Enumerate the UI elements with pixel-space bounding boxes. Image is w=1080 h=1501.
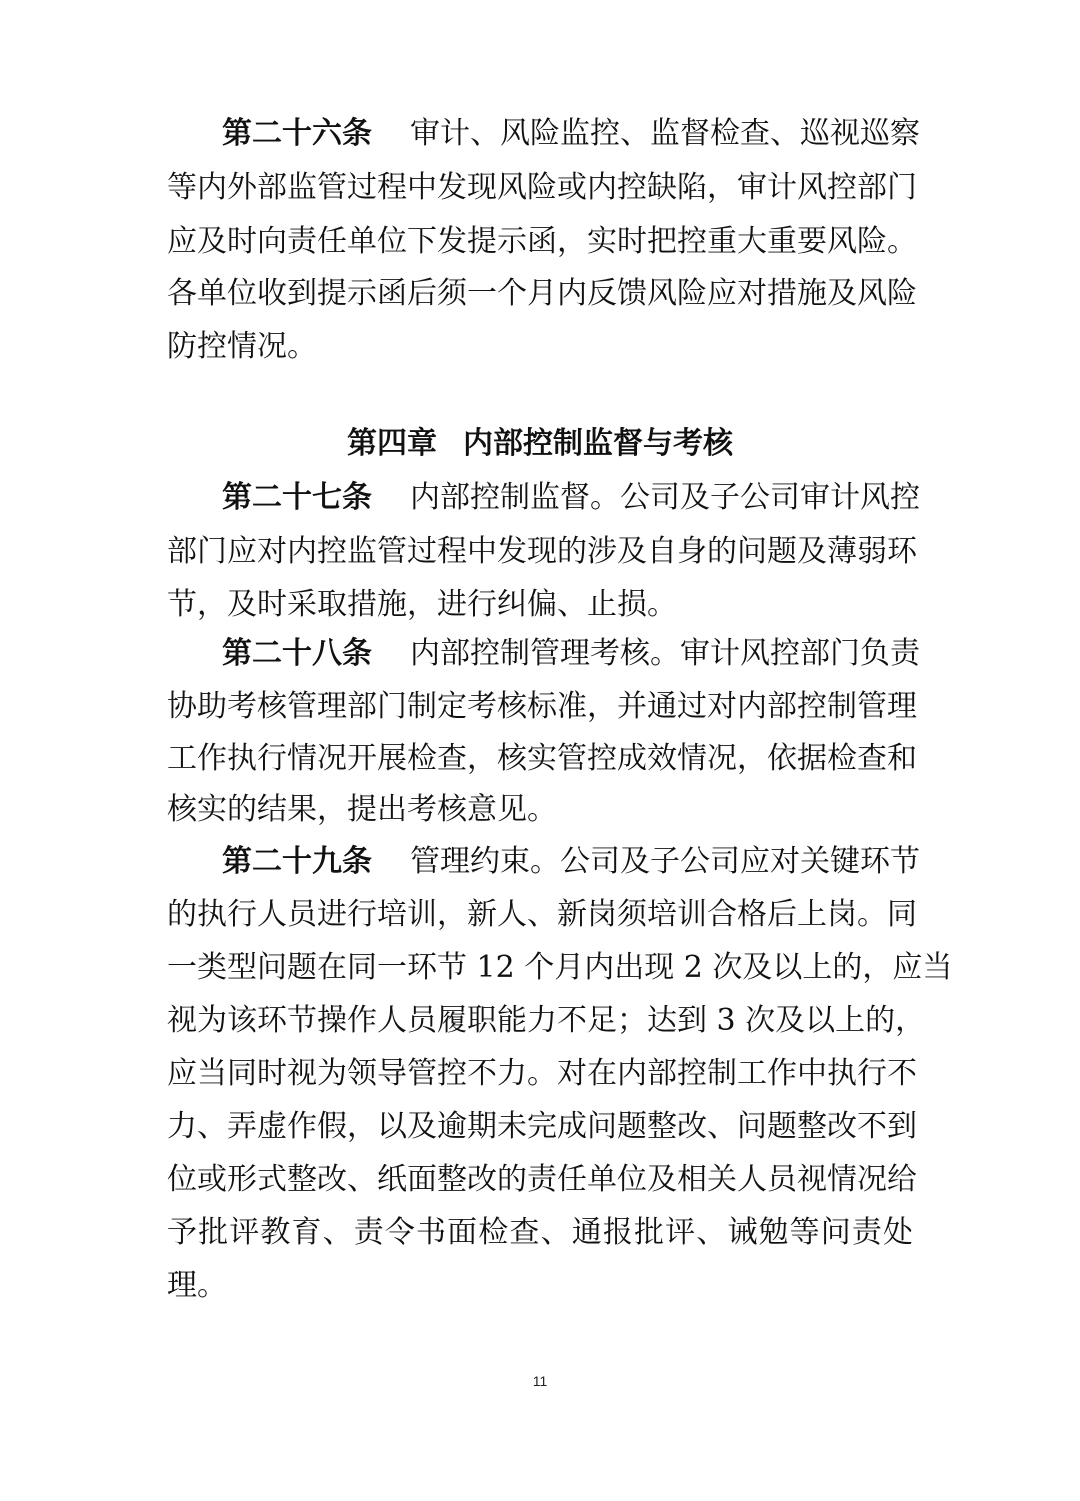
- article-29-line-9: 理。: [167, 1268, 227, 1303]
- article-29-text-1: 管理约束。公司及子公司应对关键环节: [410, 844, 920, 879]
- article-28-line-2: 协助考核管理部门制定考核标准，并通过对内部控制管理: [167, 689, 917, 724]
- article-26-line-2: 等内外部监管过程中发现风险或内控缺陷，审计风控部门: [167, 170, 917, 205]
- article-29-line-8: 予批评教育、责令书面检查、通报批评、诫勉等问责处: [167, 1215, 913, 1250]
- article-27-line-1: [222, 472, 920, 524]
- article-29-line-5: 应当同时视为领导管控不力。对在内部控制工作中执行不: [167, 1056, 917, 1091]
- article-28-line-4: 核实的结果，提出考核意见。: [167, 792, 557, 827]
- article-29-line-1: [222, 836, 920, 888]
- article-26-label: 第二十六条: [222, 116, 372, 151]
- article-29-line-6: 力、弄虚作假，以及逾期未完成问题整改、问题整改不到: [167, 1109, 917, 1144]
- article-27-line-2: 部门应对内控监管过程中发现的涉及自身的问题及薄弱环: [167, 534, 917, 569]
- page-number: 11: [532, 1373, 548, 1389]
- article-27-label: 第二十七条: [222, 480, 372, 515]
- chapter-number: 第四章: [347, 426, 437, 461]
- article-29-line-3: 一类型问题在同一环节 12 个月内出现 2 次及以上的，应当: [167, 950, 953, 985]
- article-26-line-4: 各单位收到提示函后须一个月内反馈风险应对措施及风险: [167, 276, 917, 311]
- article-28-label: 第二十八条: [222, 636, 372, 671]
- article-26-line-1: [222, 108, 920, 160]
- article-29-line-4: 视为该环节操作人员履职能力不足；达到 3 次及以上的，: [167, 1003, 926, 1038]
- article-29-line-7: 位或形式整改、纸面整改的责任单位及相关人员视情况给: [167, 1162, 917, 1197]
- article-29-line-2: 的执行人员进行培训，新人、新岗须培训合格后上岗。同: [167, 897, 917, 932]
- article-28-text-1: 内部控制管理考核。审计风控部门负责: [410, 636, 920, 671]
- article-26-line-5: 防控情况。: [167, 329, 317, 364]
- article-28-line-3: 工作执行情况开展检查，核实管控成效情况，依据检查和: [167, 741, 917, 776]
- chapter-title: 内部控制监督与考核: [463, 426, 733, 461]
- article-27-line-3: 节，及时采取措施，进行纠偏、止损。: [167, 587, 677, 622]
- article-26-line-3: 应及时向责任单位下发提示函，实时把控重大重要风险。: [167, 224, 917, 259]
- chapter-heading: [0, 418, 1080, 470]
- article-26-text-1: 审计、风险监控、监督检查、巡视巡察: [410, 116, 920, 151]
- article-27-text-1: 内部控制监督。公司及子公司审计风控: [410, 480, 920, 515]
- article-29-label: 第二十九条: [222, 844, 372, 879]
- article-28-line-1: [222, 628, 920, 680]
